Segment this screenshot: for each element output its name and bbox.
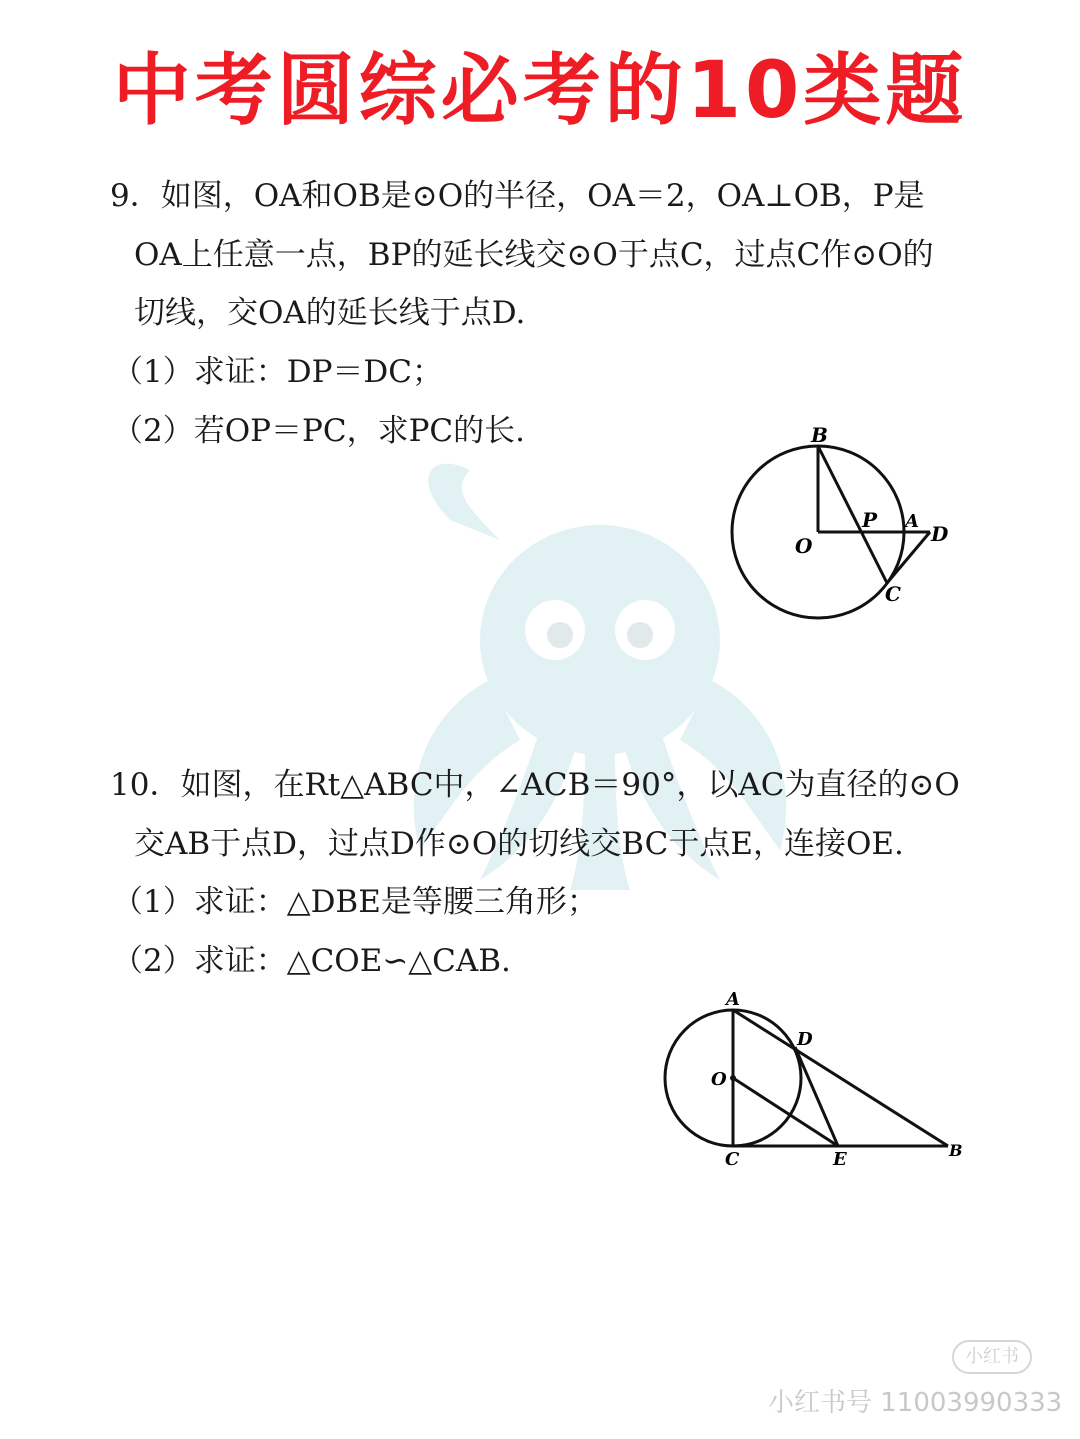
- problem9-line1: 9．如图，OA和OB是⊙O的半径，OA＝2，OA⊥OB，P是: [110, 178, 925, 214]
- problem9-figure: [725, 425, 965, 625]
- problem9-line2: OA上任意一点，BP的延长线交⊙O于点C，过点C作⊙O的: [134, 237, 934, 273]
- problem9-line3: 切线，交OA的延长线于点D.: [134, 295, 526, 331]
- problem10-question2: （2）求证：△COE∽△CAB.: [112, 943, 511, 979]
- page-title: 中考圆综必考的10类题: [112, 46, 968, 136]
- watermark-id: 小红书号 11003990333: [768, 1388, 1063, 1418]
- label-c: C: [885, 582, 901, 606]
- problem10-line1: 10．如图，在Rt△ABC中，∠ACB＝90°，以AC为直径的⊙O: [110, 767, 960, 803]
- label-o: O: [711, 1069, 727, 1090]
- problem9-question2: （2）若OP＝PC，求PC的长.: [112, 413, 526, 449]
- label-a: A: [905, 511, 919, 532]
- label-b: B: [949, 1141, 963, 1160]
- watermark-badge: 小红书: [952, 1340, 1032, 1374]
- label-a: A: [726, 989, 740, 1010]
- label-b: B: [811, 423, 828, 447]
- problem10-line2: 交AB于点D，过点D作⊙O的切线交BC于点E，连接OE.: [134, 826, 904, 862]
- label-c: C: [725, 1149, 740, 1170]
- segment-cd: [887, 532, 930, 583]
- label-d: D: [931, 522, 949, 546]
- label-o: O: [795, 534, 813, 558]
- segment-ab: [733, 1010, 948, 1146]
- problem9-question1: （1）求证：DP＝DC；: [112, 354, 444, 390]
- problem10-figure: [655, 990, 975, 1170]
- label-d: D: [797, 1029, 813, 1050]
- label-p: P: [862, 508, 878, 532]
- label-e: E: [833, 1149, 847, 1170]
- problem10-question1: （1）求证：△DBE是等腰三角形；: [112, 884, 598, 920]
